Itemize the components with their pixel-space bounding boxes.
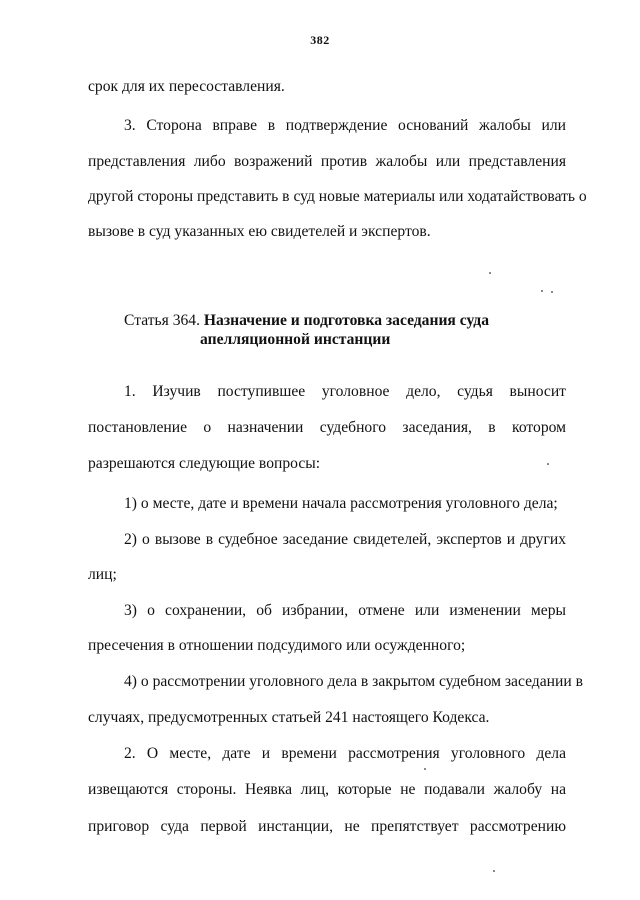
text-line-6: 1. Изучив поступившее уголовное дело, судья выносит [124, 383, 566, 400]
scan-speck [424, 768, 426, 770]
list-item-3: 3) о сохранении, об избрании, отмене или изменении меры [124, 602, 566, 619]
text-line-4: другой стороны представить в суд новые материалы или ходатайствовать о [88, 188, 587, 205]
scan-speck [547, 463, 549, 465]
scan-speck [541, 290, 543, 292]
article-title-line-2: апелляционной инстанции [200, 331, 391, 348]
scan-speck [551, 291, 553, 293]
page-number: 382 [310, 33, 330, 47]
text-line-18: приговор суда первой инстанции, не препятствует рассмотрению [88, 818, 566, 835]
text-line-3: представления либо возражений против жалобы или представления [88, 153, 566, 170]
text-line-7: постановление о назначении судебного заседания, в котором [88, 419, 566, 436]
list-item-4-cont: случаях, предусмотренных статьей 241 настоящего Кодекса. [88, 709, 490, 726]
text-line-8: разрешаются следующие вопросы: [88, 455, 321, 472]
list-item-1: 1) о месте, дате и времени начала рассмотрения уголовного дела; [124, 495, 558, 512]
text-line-17: извещаются стороны. Неявка лиц, которые не подавали жалобу на [88, 781, 566, 798]
text-line-5: вызове в суд указанных ею свидетелей и экспертов. [88, 223, 431, 240]
article-heading [124, 312, 564, 330]
scan-speck [493, 870, 495, 872]
list-item-2: 2) о вызове в судебное заседание свидетелей, экспертов и других [124, 531, 566, 548]
article-number: Статья 364. [124, 312, 201, 329]
text-line-1: срок для их пересоставления. [88, 78, 285, 95]
text-line-16: 2. О месте, дате и времени рассмотрения уголовного дела [124, 745, 566, 762]
list-item-4: 4) о рассмотрении уголовного дела в закрытом судебном заседании в [124, 673, 583, 690]
list-item-2-cont: лиц; [88, 566, 117, 583]
text-line-2: 3. Сторона вправе в подтверждение оснований жалобы или [124, 117, 566, 134]
list-item-3-cont: пресечения в отношении подсудимого или осужденного; [88, 637, 466, 654]
article-title-line-1: Назначение и подготовка заседания суда [203, 312, 489, 329]
scan-speck [489, 272, 491, 274]
